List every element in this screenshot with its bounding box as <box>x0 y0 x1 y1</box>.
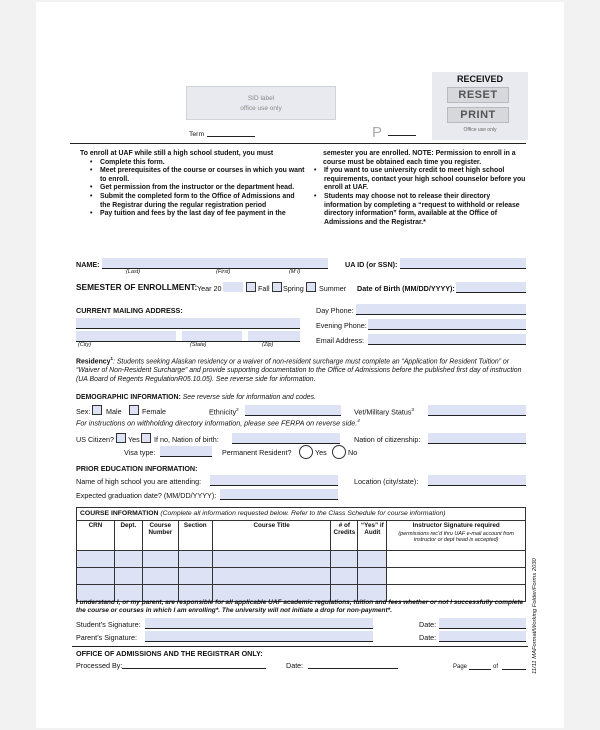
student-date-underline <box>439 628 526 629</box>
perm-resident-no-radio[interactable] <box>332 445 346 459</box>
hs-name-field[interactable] <box>210 475 338 485</box>
table-row <box>77 568 526 585</box>
sex-label: Sex: <box>76 407 91 416</box>
course-info-title-row <box>80 511 446 518</box>
grad-date-underline <box>220 499 338 500</box>
hs-name-underline <box>210 485 338 486</box>
prior-education-label: PRIOR EDUCATION INFORMATION: <box>76 464 198 473</box>
first-caption: (First) <box>216 269 231 275</box>
summer-label: Summer <box>319 284 347 293</box>
term-label: Term <box>189 131 205 138</box>
p-field[interactable] <box>388 135 416 136</box>
spring-checkbox[interactable] <box>272 282 282 292</box>
grad-date-label: Expected graduation date? (MM/DD/YYYY): <box>76 491 217 500</box>
office-use-only-label: Office use only <box>463 127 497 133</box>
grad-date-field[interactable] <box>220 489 338 499</box>
vet-text: Vet/Military Status <box>354 407 412 417</box>
student-signature-label: Student’s Signature: <box>76 620 141 629</box>
crn-cell[interactable] <box>77 568 115 585</box>
visa-type-label: Visa type: <box>124 448 156 457</box>
credits-cell[interactable] <box>331 568 358 585</box>
ethnicity-field[interactable] <box>245 405 341 415</box>
col-instructor-signature <box>387 521 526 551</box>
instructions-right <box>312 150 526 227</box>
course-info-title: COURSE INFORMATION <box>80 510 159 517</box>
student-date-field[interactable] <box>439 618 526 628</box>
instructor-signature-cell[interactable] <box>387 551 526 568</box>
last-caption: (Last) <box>126 269 141 275</box>
col-course-title: Course Title <box>212 521 331 551</box>
instructions-left <box>80 150 306 219</box>
student-signature-field[interactable] <box>145 618 373 628</box>
fall-checkbox[interactable] <box>246 282 256 292</box>
course-number-cell[interactable] <box>142 551 178 568</box>
spring-label: Spring <box>283 284 304 293</box>
withholding-note <box>76 419 360 427</box>
agreement-text: I understand I, or my parent, are responsible for all applicable UAF academic regulations, tuition and fees whether or not I successfully complete the course or courses in which I am enrolling*. The university will not initiate a drop for non-payment*. <box>76 599 524 615</box>
course-info-note: (Complete all information requested below. Refer to the Class Schedule for course information) <box>160 510 446 517</box>
course-table-header <box>77 521 526 551</box>
citizen-yes-label: Yes <box>128 435 140 444</box>
city-field[interactable] <box>76 331 176 341</box>
ethnicity-underline <box>245 415 341 416</box>
parent-signature-field[interactable] <box>145 631 373 641</box>
student-date-label: Date: <box>419 620 437 629</box>
nation-birth-field[interactable] <box>232 433 340 443</box>
day-phone-underline <box>356 314 526 315</box>
nation-citizenship-label: Nation of citizenship: <box>354 435 421 444</box>
page-total-field[interactable] <box>502 669 526 670</box>
table-row <box>77 551 526 568</box>
citizen-no-checkbox[interactable] <box>141 433 151 443</box>
mailing-address-underline <box>76 328 300 329</box>
col-credits: # of Credits <box>331 521 358 551</box>
instructor-signature-cell[interactable] <box>387 568 526 585</box>
received-label: RECEIVED <box>456 74 503 84</box>
parent-signature-label: Parent’s Signature: <box>76 633 137 642</box>
student-signature-underline <box>145 628 373 629</box>
processed-by-field[interactable] <box>122 668 266 669</box>
vet-label <box>354 408 414 416</box>
vet-underline <box>428 415 526 416</box>
sid-label-box <box>186 86 336 120</box>
instructor-sig-note: (permissions rec’d thru UAF e-mail account from instructor or dept head is accepted) <box>398 531 514 543</box>
ethnicity-label <box>209 408 239 416</box>
residency-label: Residency <box>76 358 111 366</box>
citizen-yes-checkbox[interactable] <box>116 433 126 443</box>
location-field[interactable] <box>428 475 526 485</box>
demographic-label: DEMOGRAPHIC INFORMATION: <box>76 394 181 401</box>
uaid-label: UA ID (or SSN): <box>345 260 398 269</box>
fall-label: Fall <box>258 284 270 293</box>
perm-resident-yes-radio[interactable] <box>299 445 313 459</box>
female-checkbox[interactable] <box>129 405 139 415</box>
visa-type-underline <box>160 456 212 457</box>
summer-checkbox[interactable] <box>306 282 316 292</box>
office-label: OFFICE OF ADMISSIONS AND THE REGISTRAR ONLY: <box>76 649 263 658</box>
course-table <box>76 520 526 602</box>
print-button[interactable]: PRINT <box>447 107 509 123</box>
enrollment-form-page <box>36 2 564 728</box>
email-field[interactable] <box>368 334 526 344</box>
withholding-text: For instructions on withholding directory information, please see FERPA on reverse side. <box>76 418 358 428</box>
instructions-left-intro: To enroll at UAF while still a high school student, you must <box>80 150 274 157</box>
ethnicity-text: Ethnicity <box>209 407 237 417</box>
instructions-left-list <box>80 159 306 219</box>
citizen-label: US Citizen? <box>76 435 114 444</box>
audit-cell[interactable] <box>358 551 387 568</box>
zip-field[interactable] <box>248 331 300 341</box>
location-label: Location (city/state): <box>354 477 419 486</box>
name-field[interactable] <box>102 258 328 268</box>
name-label: NAME: <box>76 260 100 269</box>
parent-date-label: Date: <box>419 633 437 642</box>
col-course-number: Course Number <box>142 521 178 551</box>
uaid-field[interactable] <box>400 258 526 268</box>
dept-cell[interactable] <box>114 551 142 568</box>
evening-phone-label: Evening Phone: <box>316 321 367 330</box>
perm-resident-label: Permanent Resident? <box>222 448 292 457</box>
residency-sup: 1 <box>110 356 113 361</box>
mi-caption: (M I) <box>289 269 301 275</box>
dept-cell[interactable] <box>114 568 142 585</box>
instruction-bullet: • Complete this form. <box>88 159 306 168</box>
uaid-underline <box>400 268 526 269</box>
audit-cell[interactable] <box>358 568 387 585</box>
parent-date-field[interactable] <box>439 631 526 641</box>
instructions-right-list <box>312 167 526 227</box>
dob-underline <box>456 292 526 293</box>
male-label: Male <box>106 407 122 416</box>
demographic-note: See reverse side for information and codes. <box>182 394 316 401</box>
day-phone-label: Day Phone: <box>316 306 354 315</box>
instruction-bullet: • Students may choose not to release their directory information by completing a “request to withhold or release directory information” form, available at the Office of Admissions and the Registrar.* <box>312 193 526 227</box>
office-date-field[interactable] <box>308 668 398 669</box>
page-number-field[interactable] <box>469 669 491 670</box>
mailing-address-field[interactable] <box>76 318 300 328</box>
instruction-bullet: • Pay tuition and fees by the last day of fee payment in the <box>88 210 306 219</box>
col-dept: Dept. <box>114 521 142 551</box>
crn-cell[interactable] <box>77 551 115 568</box>
instruction-bullet: • Get permission from the instructor or the department head. <box>88 184 306 193</box>
zip-caption: (Zip) <box>262 342 274 348</box>
instruction-bullet: • Meet prerequisites of the course or courses in which you want to enroll. <box>88 167 306 184</box>
side-form-code: 11/11 MAFormat/Working Folder/Forms 2030 <box>532 558 538 674</box>
course-number-cell[interactable] <box>142 568 178 585</box>
withholding-sup: 4 <box>357 418 360 423</box>
semester-label: SEMESTER OF ENROLLMENT: <box>76 282 198 292</box>
parent-signature-underline <box>145 641 373 642</box>
reset-button[interactable]: RESET <box>447 87 509 103</box>
residency-paragraph <box>76 354 528 384</box>
p-letter: P <box>372 124 383 141</box>
instructor-sig-title: Instructor Signature required <box>412 522 500 529</box>
hs-name-label: Name of high school you are attending: <box>76 477 202 486</box>
state-caption: (State) <box>190 342 207 348</box>
email-label: Email Address: <box>316 336 364 345</box>
dob-label: Date of Birth (MM/DD/YYYY): <box>357 284 455 293</box>
year-label: Year 20 <box>197 284 222 293</box>
perm-resident-yes-label: Yes <box>315 448 327 457</box>
visa-type-field[interactable] <box>160 446 212 456</box>
city-caption: (City) <box>78 342 92 348</box>
evening-phone-field[interactable] <box>368 319 526 329</box>
day-phone-field[interactable] <box>356 304 526 314</box>
term-field[interactable] <box>207 136 255 137</box>
section-cell[interactable] <box>178 551 212 568</box>
office-date-label: Date: <box>286 661 304 670</box>
col-crn: CRN <box>77 521 115 551</box>
nation-birth-label: If no, Nation of birth: <box>154 435 219 444</box>
dob-field[interactable] <box>456 282 526 292</box>
ethnicity-sup: 2 <box>236 407 239 412</box>
evening-phone-underline <box>368 329 526 330</box>
page-of-label: of <box>493 664 499 670</box>
credits-cell[interactable] <box>331 551 358 568</box>
residency-text: : Students seeking Alaskan residency or a waiver of non-resident surcharge must complete an “Application for Resident Tuition” or “Waiver of Non-Resident Surcharge” and provide supporting documentation to the Office of Admissions before the published first day of instruction (UA Board of Regents RegulationR05.10.05). See reverse side for information. <box>76 358 522 384</box>
instruction-bullet: • If you want to use university credit to meet high school requirements, contact your high school counselor before you enroll at UAF. <box>312 167 526 193</box>
instructions-right-intro: semester you are enrolled. NOTE: Permission to enroll in a course must be obtained each time you register. <box>323 150 516 166</box>
instruction-bullet: • Submit the completed form to the Office of Admissions and the Registrar during the regular registration period <box>88 193 306 210</box>
sid-label-text: SID label <box>247 95 275 102</box>
vet-sup: 3 <box>411 407 415 412</box>
office-use-text: office use only <box>240 105 282 112</box>
vet-field[interactable] <box>428 405 526 415</box>
processed-by-label: Processed By: <box>76 661 123 670</box>
perm-resident-no-label: No <box>348 448 358 457</box>
year-field[interactable] <box>223 282 243 292</box>
page-label: Page <box>453 664 468 670</box>
header-divider <box>70 143 526 144</box>
course-title-cell[interactable] <box>212 551 331 568</box>
state-field[interactable] <box>182 331 242 341</box>
nation-citizenship-underline <box>428 443 526 444</box>
mailing-label: CURRENT MAILING ADDRESS: <box>76 306 183 315</box>
course-title-cell[interactable] <box>212 568 331 585</box>
female-label: Female <box>142 407 166 416</box>
location-underline <box>428 485 526 486</box>
demographic-heading <box>76 394 316 401</box>
male-checkbox[interactable] <box>92 405 102 415</box>
office-divider <box>72 646 528 647</box>
email-underline <box>368 344 526 345</box>
col-audit: “Yes” if Audit <box>358 521 387 551</box>
section-cell[interactable] <box>178 568 212 585</box>
col-section: Section <box>178 521 212 551</box>
parent-date-underline <box>439 641 526 642</box>
nation-birth-underline <box>232 443 340 444</box>
nation-citizenship-field[interactable] <box>428 433 526 443</box>
